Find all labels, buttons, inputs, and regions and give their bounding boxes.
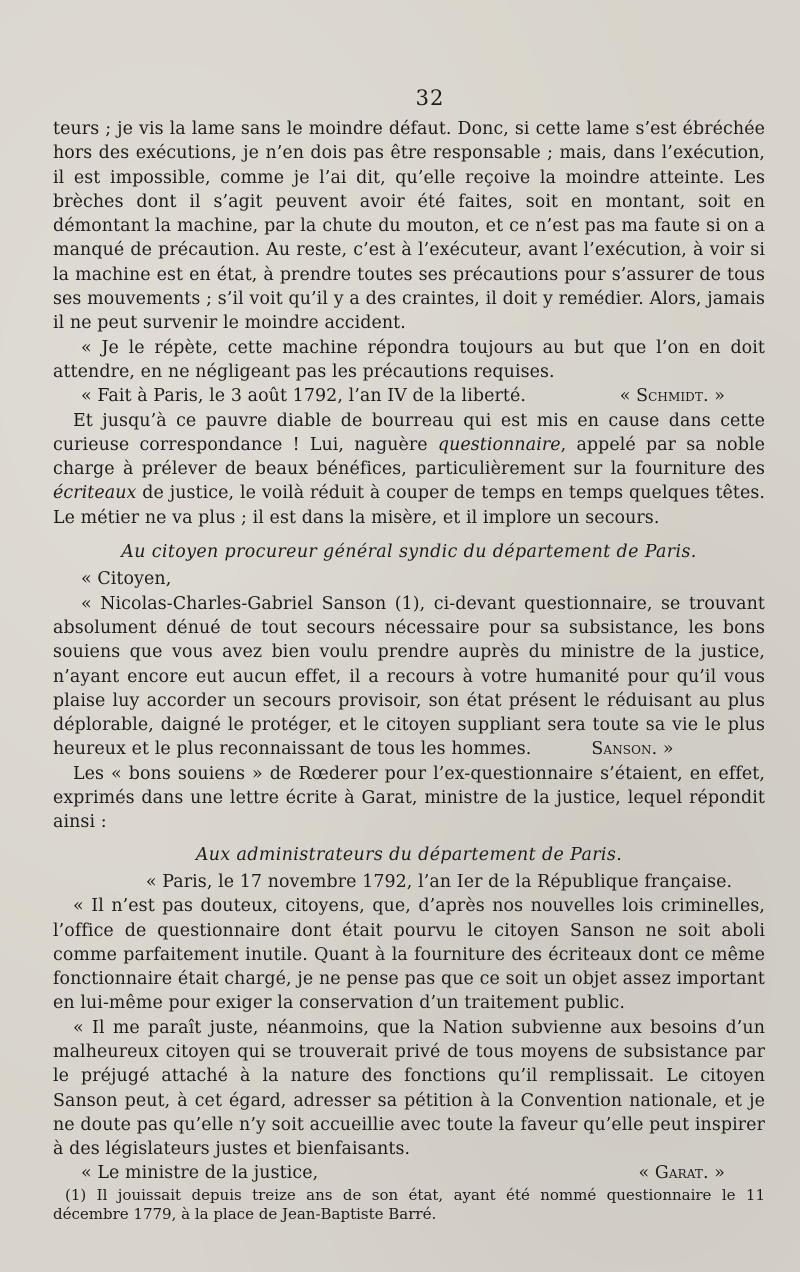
signoff-text: « Le ministre de la justice, xyxy=(81,1163,319,1184)
paragraph-nation-subvienne: « Il me paraît juste, néanmoins, que la Nation subvienne aux besoins d’un malheureux citoyen qui se trouverait privé de tous moyens de subsistance par le préjugé attaché à la nature des fonctions qu’il remplissait. Le citoyen Sanson peut, à cet égard, adresser sa pétition à la Convention nationale, et je ne doute pas qu’elle n’y soit accueillie avec toute la faveur qu’elle peut inspirer à des législateurs justes et bienfaisants. xyxy=(53,1017,765,1160)
paragraph-office-aboli: « Il n’est pas douteux, citoyens, que, d’après nos nouvelles lois criminelles, l’office de questionnaire dont était pourvu le citoyen Sanson ne soit aboli comme parfaitement inutile. Quant à la fourniture des écriteaux dont ce même fonctionnaire était chargé, je ne pense pas que ce soit un objet assez important en lui-même pour exiger la conservation d’un traitement public. xyxy=(53,896,765,1014)
paragraph-roederer: Les « bons souiens » de Rœderer pour l’ex-questionnaire s’étaient, en effet, exprimés dans une lettre écrite à Garat, ministre de la justice, lequel répondit ainsi : xyxy=(53,763,765,833)
text-run: de justice, le voilà réduit à couper de temps en temps quelques têtes. Le métier ne va plus ; il est dans la misère, et il implore un secours. xyxy=(53,483,765,528)
signature-schmidt: « Schmidt. » xyxy=(619,386,725,407)
body-text xyxy=(53,117,765,1186)
italic-ecriteaux: écriteaux xyxy=(53,483,137,504)
dateline-schmidt xyxy=(53,384,765,408)
petition-text: « Nicolas-Charles-Gabriel Sanson (1), ci-devant questionnaire, se trouvant absolument dénué de tout secours nécessaire pour sa subsistance, les bons souiens que vous avez bien voulu prendre auprès du ministre de la justice, n’ayant encore eut aucun effet, il a recours à votre humanité pour qu’il vous plaise luy accorder un secours provisoir, son état présent le réduisant au plus déplorable, daigné le protéger, et le citoyen suppliant sera toute sa vie le plus heureux et le plus reconnaissant de tous les hommes. xyxy=(53,593,765,760)
signature-sanson: Sanson. » xyxy=(591,739,674,760)
letter-heading-administrateurs: Aux administrateurs du département de Paris. xyxy=(195,844,623,865)
italic-questionnaire: questionnaire xyxy=(437,434,561,455)
page-number: 32 xyxy=(415,86,445,110)
paragraph-bourreau xyxy=(53,409,765,530)
dateline-garat: « Paris, le 17 novembre 1792, l’an Ier de la République française. xyxy=(145,871,733,892)
signature-garat: « Garat. » xyxy=(638,1163,725,1184)
text-run: , appelé par sa noble charge à prélever de beaux bénéfices, particulièrement sur la fourniture des xyxy=(53,434,766,480)
paragraph-repeat: « Je le répète, cette machine répondra toujours au but que l’on en doit attendre, en ne négligeant pas les précautions requises. xyxy=(53,337,765,382)
signoff-ministre xyxy=(53,1161,765,1185)
letter-heading-procureur: Au citoyen procureur général syndic du département de Paris. xyxy=(121,542,697,563)
footnote: (1) Il jouissait depuis treize ans de son état, ayant été nommé questionnaire le 11 décembre 1779, à la place de Jean-Baptiste Barré. xyxy=(53,1186,765,1223)
text-run: Et jusqu’à ce pauvre diable de bourreau qui est mis en cause dans cette curieuse correspondance ! Lui, naguère xyxy=(53,410,765,455)
paragraph-sanson-petition xyxy=(53,592,765,762)
dateline-text: « Fait à Paris, le 3 août 1792, l’an IV de la liberté. xyxy=(81,386,527,407)
paragraph-schmidt-letter-end: teurs ; je vis la lame sans le moindre défaut. Donc, si cette lame s’est ébréchée hors des exécutions, je n’en dois pas être responsable ; mais, dans l’exécution, il est impossible, comme je l’ai dit, qu’elle reçoive la moindre atteinte. Les brèches dont il s’agit peuvent avoir été faites, soit en montant, soit en démontant la machine, par la chute du mouton, et ce n’est pas ma faute si on a manqué de précaution. Au reste, c’est à l’exécuteur, avant l’exécution, à voir si la machine est en état, à prendre toutes ses précautions pour s’assurer de tous ses mouvements ; s’il voit qu’il y a des craintes, il doit y remédier. Alors, jamais il ne peut survenir le moindre accident. xyxy=(53,119,765,334)
salutation-citoyen: « Citoyen, xyxy=(81,569,172,590)
